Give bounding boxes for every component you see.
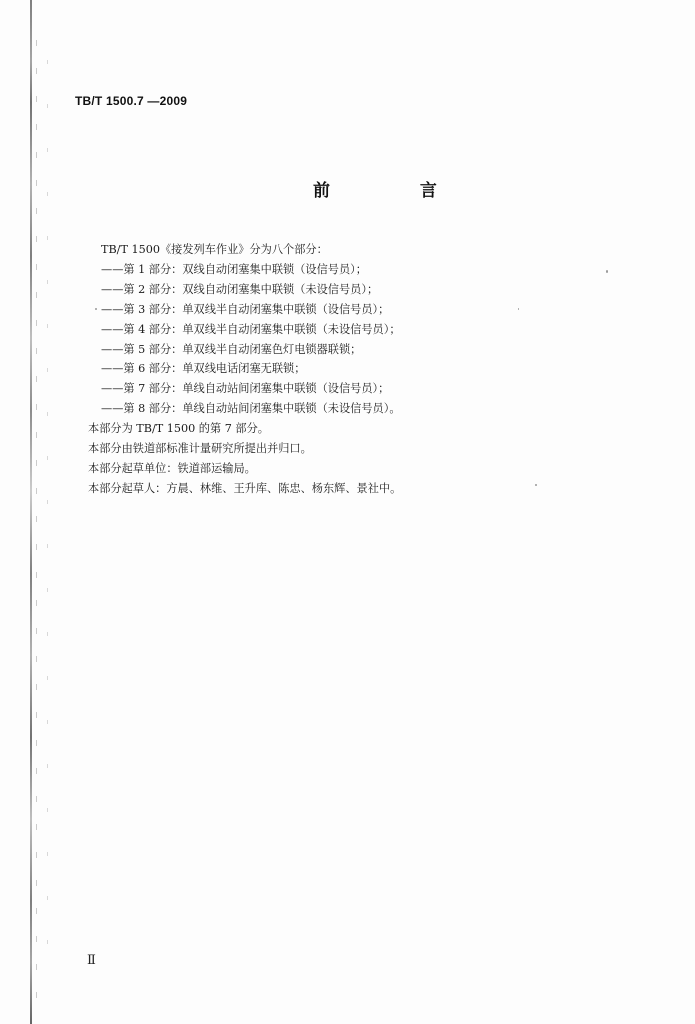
part-item: ——第 6 部分：单双线电话闭塞无联锁； (101, 362, 306, 376)
part-item: ——第 2 部分：双线自动闭塞集中联锁（未设信号员）； (101, 282, 379, 296)
statement-paragraph: 本部分起草单位：铁道部运输局。 (88, 461, 256, 475)
scan-speck (95, 308, 97, 310)
page-number: Ⅱ (87, 953, 96, 968)
part-item: ——第 4 部分：单双线半自动闭塞集中联锁（未设信号员）； (101, 322, 401, 336)
part-item: ——第 1 部分：双线自动闭塞集中联锁（设信号员）； (101, 262, 367, 276)
body-text (88, 240, 648, 499)
statement-paragraph: 本部分由铁道部标准计量研究所提出并归口。 (88, 442, 312, 456)
scan-edge-artifact (30, 0, 32, 1024)
statement-paragraph: 本部分起草人：方晨、林维、王升库、陈忠、杨东辉、景社中。 (88, 481, 402, 495)
section-title: 前 言 (313, 181, 479, 201)
scan-edge-artifact (47, 60, 48, 960)
scan-edge-artifact (36, 40, 37, 1000)
scan-speck (535, 484, 537, 486)
scan-speck (518, 308, 519, 310)
document-code: TB/T 1500.7 —2009 (75, 94, 188, 108)
part-item: ——第 8 部分：单线自动站间闭塞集中联锁（未设信号员）。 (101, 402, 401, 416)
part-item: ——第 3 部分：单双线半自动闭塞集中联锁（设信号员）； (101, 302, 390, 316)
intro-paragraph: TB/T 1500《接发列车作业》分为八个部分： (101, 243, 328, 256)
scan-speck (606, 270, 608, 273)
part-item: ——第 7 部分：单线自动站间闭塞集中联锁（设信号员）； (101, 382, 390, 396)
part-item: ——第 5 部分：单双线半自动闭塞色灯电锁器联锁； (101, 342, 362, 356)
statement-paragraph: 本部分为 TB/T 1500 的第 7 部分。 (88, 422, 269, 436)
